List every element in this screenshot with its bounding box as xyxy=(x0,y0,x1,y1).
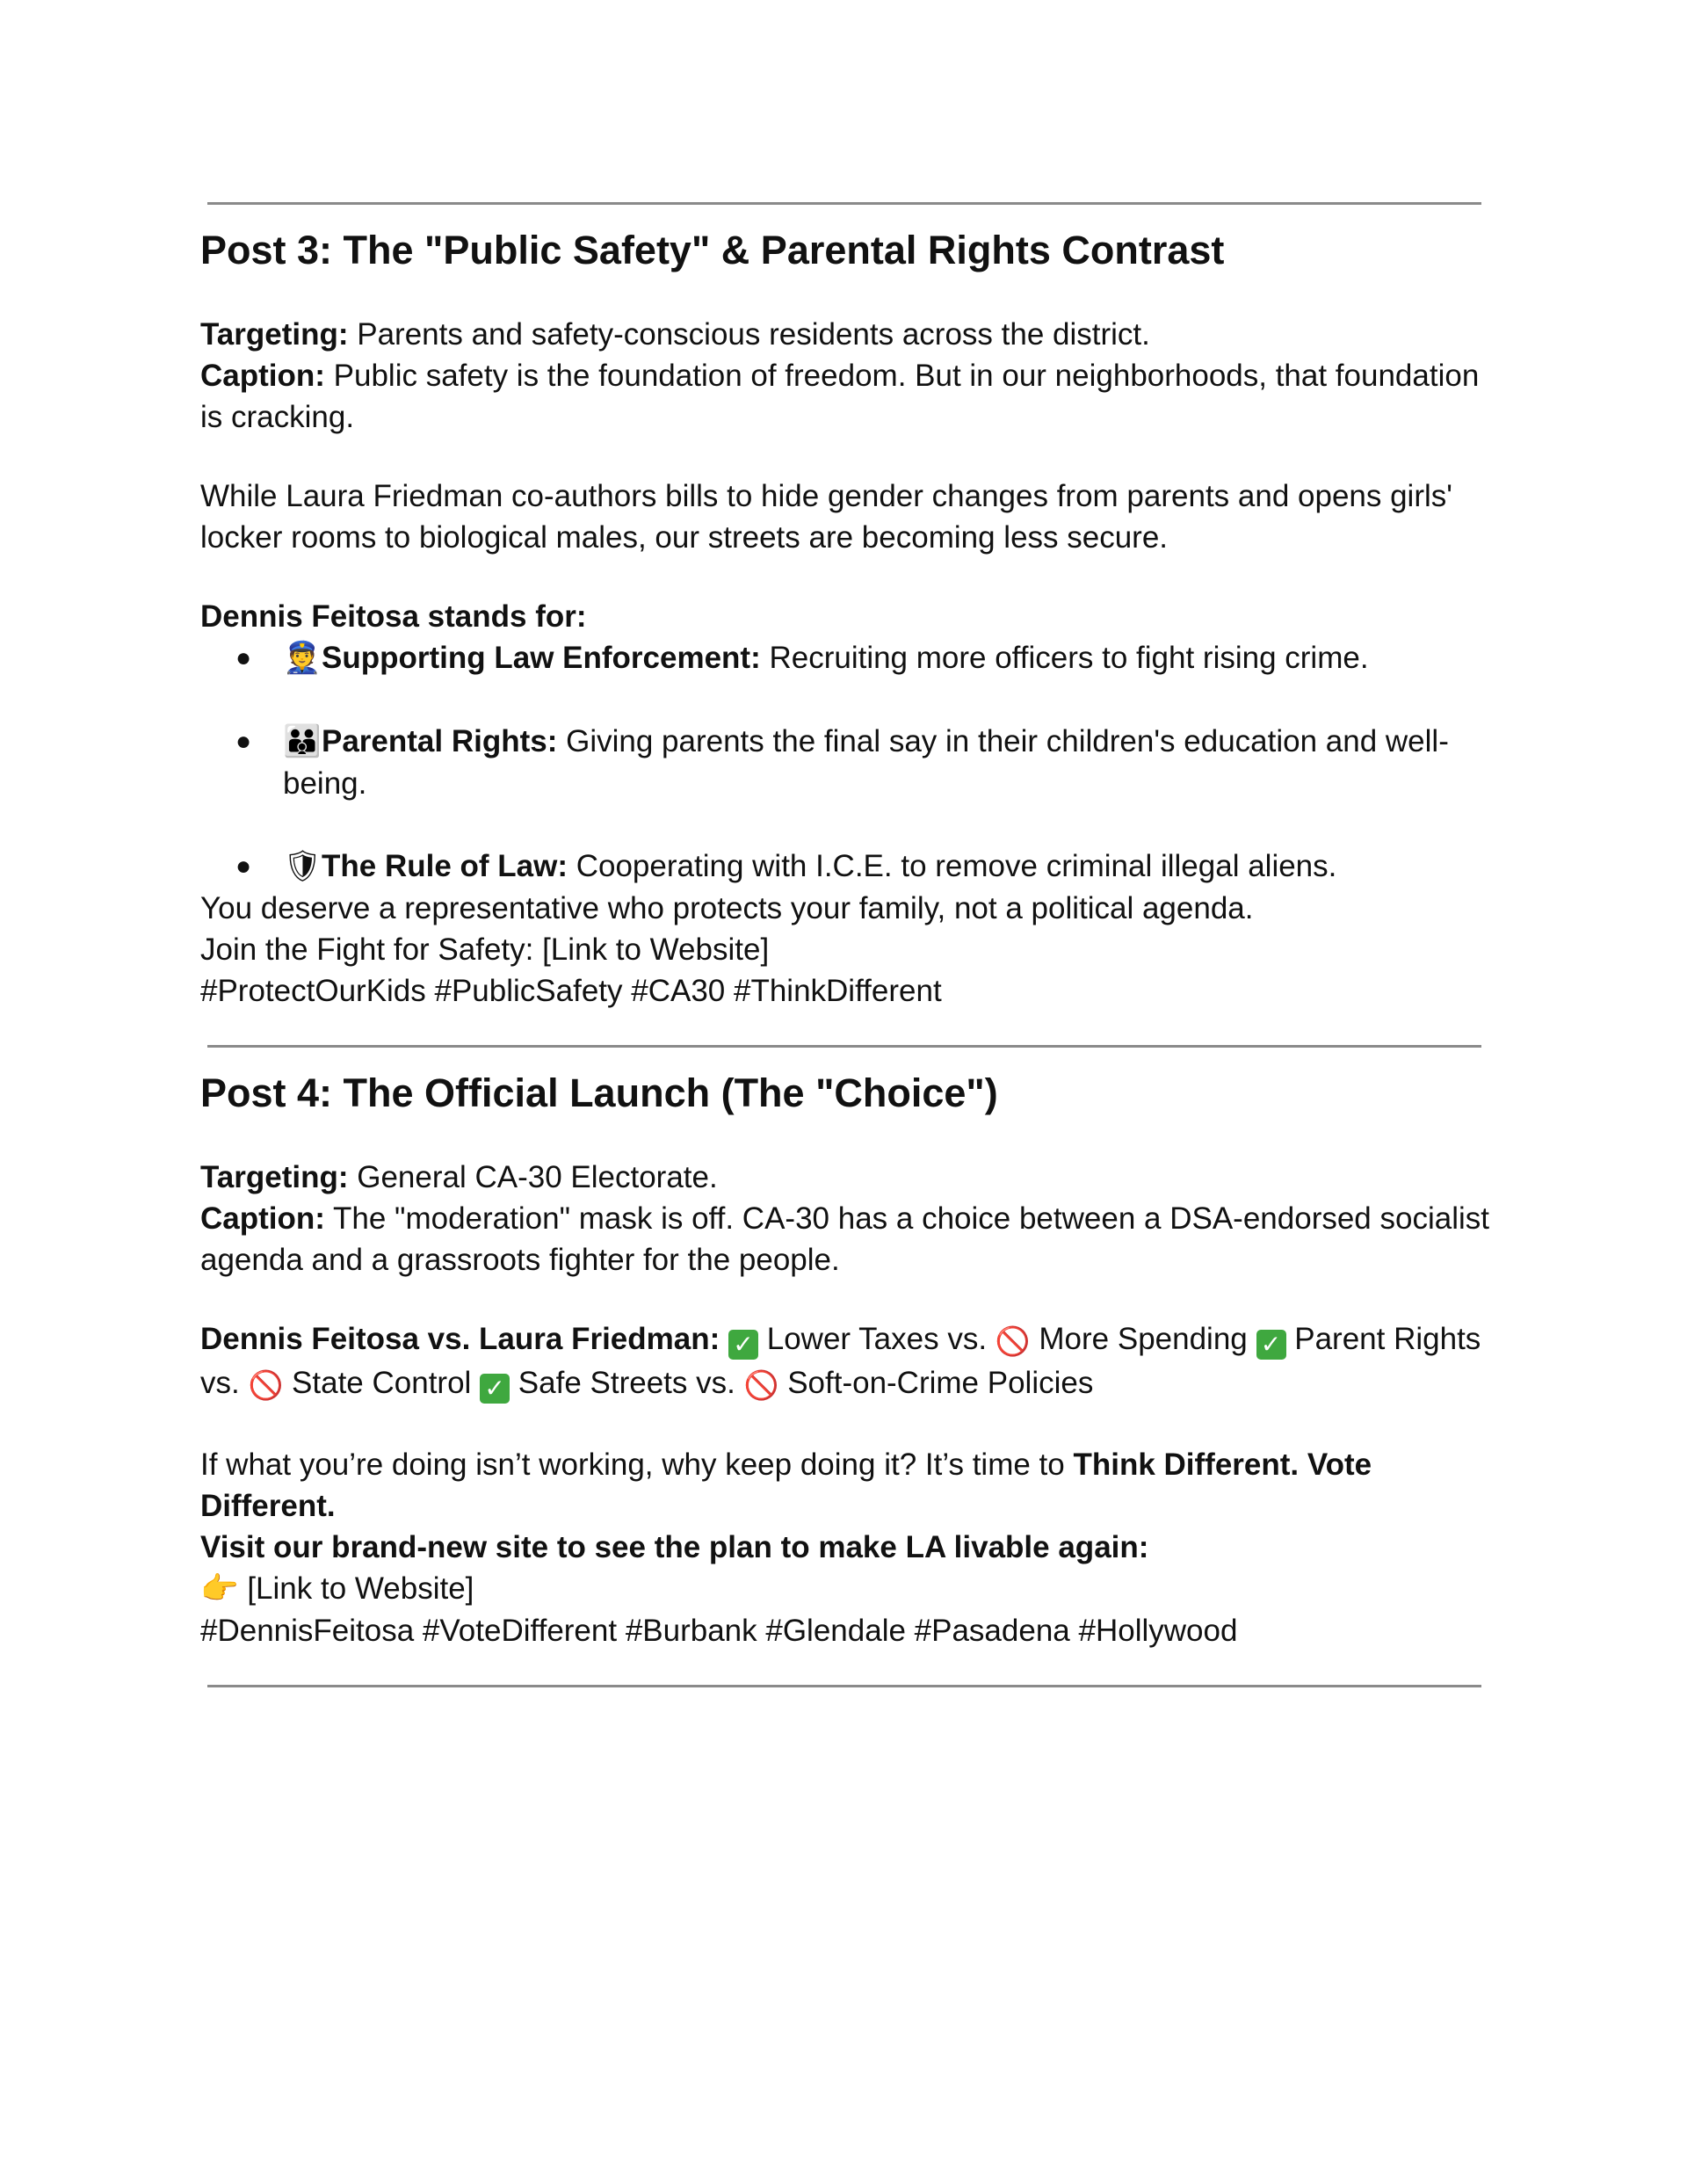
shield-icon: 🛡 xyxy=(283,849,322,884)
versus-good: Lower Taxes xyxy=(766,1322,939,1356)
post-4-caption xyxy=(200,1198,1501,1281)
family-icon: 👪 xyxy=(283,724,322,759)
versus-label: Dennis Feitosa vs. Laura Friedman: xyxy=(200,1322,720,1356)
targeting-label: Targeting: xyxy=(200,1160,349,1194)
versus-bad: More Spending xyxy=(1039,1322,1248,1356)
targeting-text: General CA-30 Electorate. xyxy=(348,1160,718,1194)
check-icon: ✓ xyxy=(480,1374,510,1404)
link-line xyxy=(200,1568,1501,1610)
bullet-text: Recruiting more officers to fight rising crime. xyxy=(760,641,1369,675)
targeting-text: Parents and safety-conscious residents across the district. xyxy=(348,317,1150,352)
stands-list xyxy=(200,637,1501,888)
question-text: If what you’re doing isn’t working, why keep doing it? It’s time to xyxy=(200,1448,1074,1482)
post-3-section xyxy=(200,224,1501,1012)
divider-top xyxy=(207,202,1481,205)
list-item xyxy=(200,637,1501,679)
versus-bad: Soft-on-Crime Policies xyxy=(787,1366,1094,1400)
post-4-heading: Post 4: The Official Launch (The "Choice") xyxy=(200,1070,998,1115)
caption-text: The "moderation" mask is off. CA-30 has a choice between a DSA-endorsed socialist agenda and a grassroots fighter for the people. xyxy=(200,1201,1489,1277)
pointing-hand-icon: 👉 xyxy=(200,1571,239,1607)
post-3-join: Join the Fight for Safety: [Link to Website] xyxy=(200,932,770,967)
vs-word: vs. xyxy=(696,1366,735,1400)
bullet-label: The Rule of Law: xyxy=(322,849,568,883)
post-3-closing: You deserve a representative who protects your family, not a political agenda. xyxy=(200,891,1254,925)
visit-line: Visit our brand-new site to see the plan to make LA livable again: xyxy=(200,1530,1149,1564)
list-item xyxy=(200,845,1501,888)
versus-line xyxy=(200,1318,1501,1406)
document-content xyxy=(200,202,1501,1687)
versus-good: Safe Streets xyxy=(518,1366,688,1400)
question-line xyxy=(200,1444,1501,1527)
bullet-icon: ● xyxy=(235,727,252,756)
no-entry-icon: 🚫 xyxy=(743,1369,779,1401)
post-3-heading: Post 3: The "Public Safety" & Parental Rights Contrast xyxy=(200,228,1225,272)
post-3-paragraph: While Laura Friedman co-authors bills to hide gender changes from parents and opens girls' locker rooms to biological males, our streets are becoming less secure. xyxy=(200,479,1452,555)
no-entry-icon: 🚫 xyxy=(995,1325,1031,1357)
post-3-hashtags: #ProtectOurKids #PublicSafety #CA30 #ThinkDifferent xyxy=(200,974,942,1008)
link-text[interactable]: [Link to Website] xyxy=(238,1571,474,1606)
caption-text: Public safety is the foundation of freedom. But in our neighborhoods, that foundation is cracking. xyxy=(200,359,1480,434)
bullet-text: Giving parents the final say in their children's education and well-being. xyxy=(283,724,1449,801)
bullet-icon: ● xyxy=(235,643,252,672)
post-4-targeting xyxy=(200,1157,1501,1198)
check-icon: ✓ xyxy=(728,1330,758,1360)
list-item xyxy=(200,721,1501,804)
post-3-caption xyxy=(200,355,1501,438)
stands-heading: Dennis Feitosa stands for: xyxy=(200,599,587,634)
targeting-label: Targeting: xyxy=(200,317,349,352)
divider-bottom xyxy=(207,1685,1481,1687)
police-officer-icon: 👮 xyxy=(283,641,322,676)
bullet-icon: ● xyxy=(235,852,252,881)
bullet-text: Cooperating with I.C.E. to remove criminal illegal aliens. xyxy=(568,849,1337,883)
no-entry-icon: 🚫 xyxy=(248,1369,284,1401)
bullet-label: Supporting Law Enforcement: xyxy=(322,641,761,675)
bullet-label: Parental Rights: xyxy=(322,724,558,758)
question-bold: Think Different. Vote Different. xyxy=(200,1448,1372,1523)
versus-good: Parent Rights xyxy=(1294,1322,1481,1356)
versus-bad: State Control xyxy=(292,1366,472,1400)
vs-word: vs. xyxy=(200,1366,240,1400)
check-icon: ✓ xyxy=(1256,1330,1286,1360)
post-4-hashtags: #DennisFeitosa #VoteDifferent #Burbank #Glendale #Pasadena #Hollywood xyxy=(200,1614,1238,1648)
caption-label: Caption: xyxy=(200,359,325,393)
divider-middle xyxy=(207,1045,1481,1048)
post-4-section xyxy=(200,1067,1501,1651)
vs-word: vs. xyxy=(947,1322,988,1356)
caption-label: Caption: xyxy=(200,1201,325,1236)
post-3-targeting xyxy=(200,314,1501,355)
